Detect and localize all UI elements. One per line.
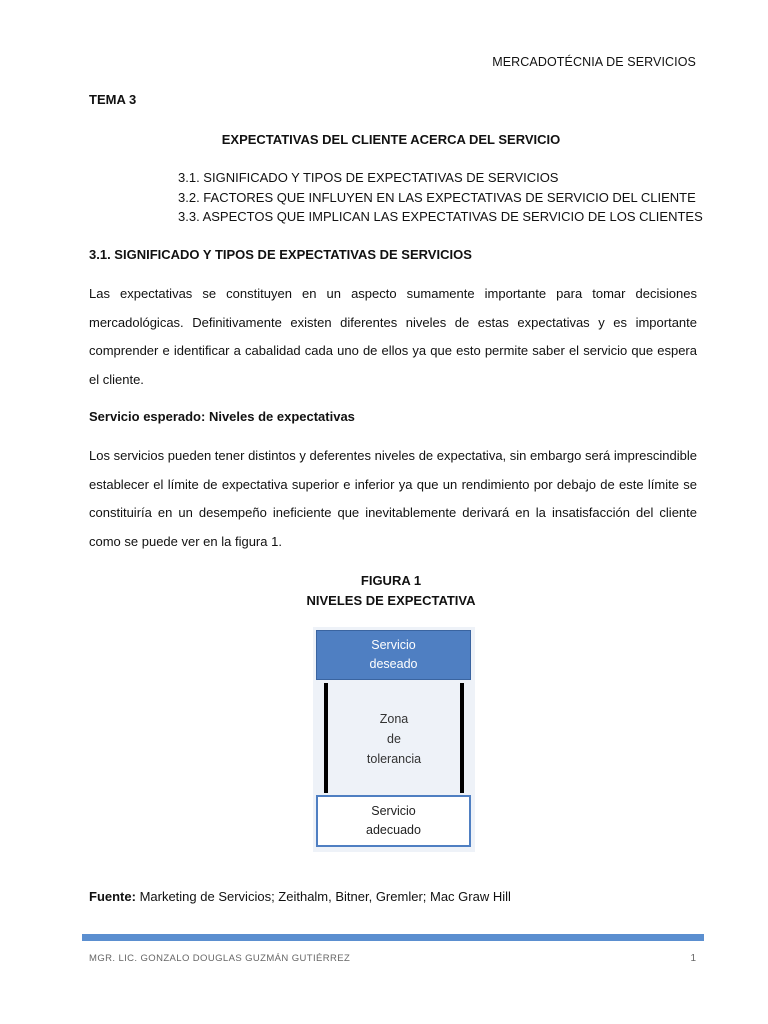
tema-label: TEMA 3: [89, 92, 137, 107]
zone-text: tolerancia: [366, 752, 422, 766]
zone-text: Zona: [379, 712, 409, 726]
toc-item: 3.1. SIGNIFICADO Y TIPOS DE EXPECTATIVAS DE SERVICIOS: [178, 170, 559, 185]
document-title: EXPECTATIVAS DEL CLIENTE ACERCA DEL SERVICIO: [221, 132, 561, 147]
paragraph: Los servicios pueden tener distintos y deferentes niveles de expectativa, sin embargo será imprescindible establecer el límite de expectativa superior e inferior ya que un rendimiento por debajo de este límite se constituiría en un desempeño ineficiente que inevitablemente derivará en la insatisfacción del cliente como se puede ver en la figura 1.: [89, 448, 697, 549]
zone-text: de: [387, 732, 401, 746]
figure-title: [0, 571, 768, 611]
box-text: Servicio: [371, 804, 416, 818]
footer-author: MGR. LIC. GONZALO DOUGLAS GUZMÁN GUTIÉRREZ: [89, 953, 351, 964]
toc-item: 3.3. ASPECTOS QUE IMPLICAN LAS EXPECTATIVAS DE SERVICIO DE LOS CLIENTES: [178, 209, 703, 224]
table-of-contents: [178, 168, 703, 227]
tolerance-zone: [329, 683, 459, 795]
running-header: MERCADOTÉCNIA DE SERVICIOS: [492, 55, 696, 69]
subheading: Servicio esperado: Niveles de expectativas: [89, 409, 355, 424]
source-label: Fuente:: [89, 889, 136, 904]
section-heading: 3.1. SIGNIFICADO Y TIPOS DE EXPECTATIVAS DE SERVICIOS: [89, 247, 472, 262]
figure-caption: NIVELES DE EXPECTATIVA: [306, 593, 476, 608]
expectation-levels-diagram: [313, 627, 475, 852]
box-text: adecuado: [366, 823, 421, 837]
source-text: Marketing de Servicios; Zeithalm, Bitner, Gremler; Mac Graw Hill: [135, 889, 511, 904]
toc-item: 3.2. FACTORES QUE INFLUYEN EN LAS EXPECTATIVAS DE SERVICIO DEL CLIENTE: [178, 189, 696, 205]
box-text: deseado: [369, 657, 418, 671]
footer-rule: [82, 934, 704, 941]
adequate-service-box: [316, 795, 471, 847]
figure-label: FIGURA 1: [360, 573, 422, 588]
box-text: Servicio: [371, 638, 416, 652]
page-number: 1: [690, 953, 696, 964]
tolerance-left-bar: [324, 683, 328, 793]
tolerance-right-bar: [460, 683, 464, 793]
paragraph: Las expectativas se constituyen en un aspecto sumamente importante para tomar decisiones mercadológicas. Definitivamente existen diferentes niveles de estas expectativas y es importante comprender e identificar a cabalidad cada uno de ellos ya que esto permite saber el servicio que espera el cliente.: [89, 286, 697, 387]
desired-service-box: [316, 630, 471, 680]
figure-source: [89, 889, 511, 904]
